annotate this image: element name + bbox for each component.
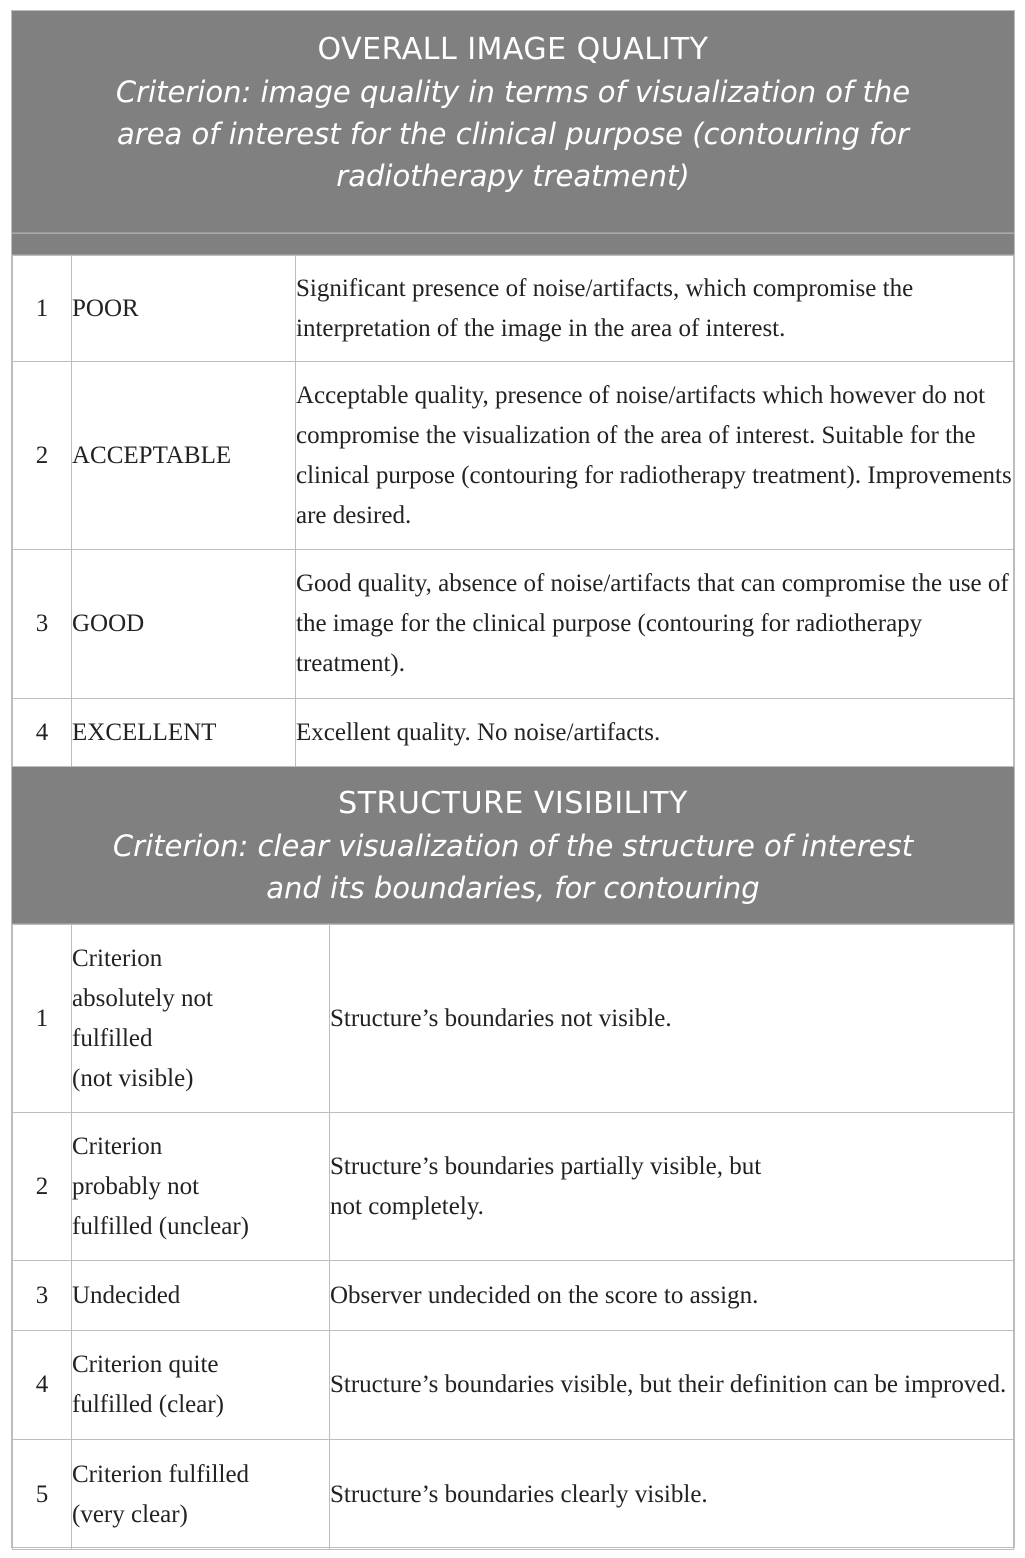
section1-criterion-line3: radiotherapy treatment) (336, 159, 690, 193)
label-line: (very clear) (72, 1500, 188, 1528)
label-line: Criterion quite (72, 1351, 219, 1378)
score-cell: 1 (13, 256, 72, 362)
section1-header-strip (12, 233, 1014, 255)
table-row (13, 1331, 1014, 1440)
table-row (13, 1440, 1014, 1550)
label-line: fulfilled (72, 1024, 153, 1052)
scoring-table (11, 10, 1015, 1548)
score-cell: 3 (13, 1261, 72, 1331)
description-cell: Observer undecided on the score to assign. (330, 1261, 1014, 1331)
description-cell: Structure’s boundaries not visible. (330, 925, 1014, 1113)
table-row (13, 925, 1014, 1113)
label-line: Criterion fulfilled (72, 1460, 250, 1488)
section1-heading: OVERALL IMAGE QUALITY (317, 32, 709, 67)
label-cell: GOOD (72, 550, 296, 699)
label-line: fulfilled (clear) (72, 1391, 224, 1418)
section2-criterion-line2: and its boundaries, for contouring (266, 871, 760, 905)
score-cell: 2 (13, 1113, 72, 1261)
description-cell (330, 1113, 1014, 1261)
score-cell: 4 (13, 699, 72, 767)
label-cell (72, 1261, 330, 1331)
structure-visibility-table (12, 924, 1014, 1550)
table-row (13, 550, 1014, 699)
section2-criterion-line1: Criterion: clear visualization of the structure of interest (112, 829, 914, 863)
score-cell: 2 (13, 362, 72, 550)
description-cell: Structure’s boundaries visible, but their definition can be improved. (330, 1331, 1014, 1440)
description-cell: Structure’s boundaries clearly visible. (330, 1440, 1014, 1550)
label-cell (72, 1440, 330, 1550)
section2-header (12, 767, 1014, 924)
label-line: Criterion (72, 944, 163, 972)
label-line: fulfilled (unclear) (72, 1212, 249, 1240)
label-line: Criterion (72, 1132, 163, 1160)
label-cell: EXCELLENT (72, 699, 296, 767)
score-cell: 1 (13, 925, 72, 1113)
description-cell: Acceptable quality, presence of noise/artifacts which however do not compromise the visualization of the area of interest. Suitable for the clinical purpose (contouring for radiotherapy treatment). Improvements are desired. (296, 362, 1014, 550)
label-line: probably not (72, 1172, 200, 1200)
label-cell: ACCEPTABLE (72, 362, 296, 550)
section1-header (12, 11, 1014, 233)
image-quality-table (12, 255, 1014, 767)
table-row (13, 362, 1014, 550)
score-cell: 4 (13, 1331, 72, 1440)
label-cell (72, 1331, 330, 1440)
label-cell (72, 925, 330, 1113)
description-cell: Excellent quality. No noise/artifacts. (296, 699, 1014, 767)
section2-heading: STRUCTURE VISIBILITY (338, 786, 688, 821)
description-line: Structure’s boundaries partially visible, but (330, 1152, 762, 1180)
label-line: Undecided (72, 1281, 181, 1309)
description-cell: Significant presence of noise/artifacts, which compromise the interpretation of the image in the area of interest. (296, 256, 1014, 362)
score-cell: 3 (13, 550, 72, 699)
section1-criterion-line2: area of interest for the clinical purpose (contouring for (117, 117, 909, 151)
section1-criterion-line1: Criterion: image quality in terms of visualization of the (115, 75, 911, 109)
label-line: (not visible) (72, 1064, 194, 1092)
description-cell: Good quality, absence of noise/artifacts that can compromise the use of the image for the clinical purpose (contouring for radiotherapy treatment). (296, 550, 1014, 699)
table-row (13, 1261, 1014, 1331)
label-cell (72, 1113, 330, 1261)
label-line: absolutely not (72, 984, 213, 1012)
score-cell: 5 (13, 1440, 72, 1550)
table-row (13, 699, 1014, 767)
description-line: not completely. (330, 1192, 484, 1220)
table-row (13, 1113, 1014, 1261)
label-cell: POOR (72, 256, 296, 362)
table-row (13, 256, 1014, 362)
